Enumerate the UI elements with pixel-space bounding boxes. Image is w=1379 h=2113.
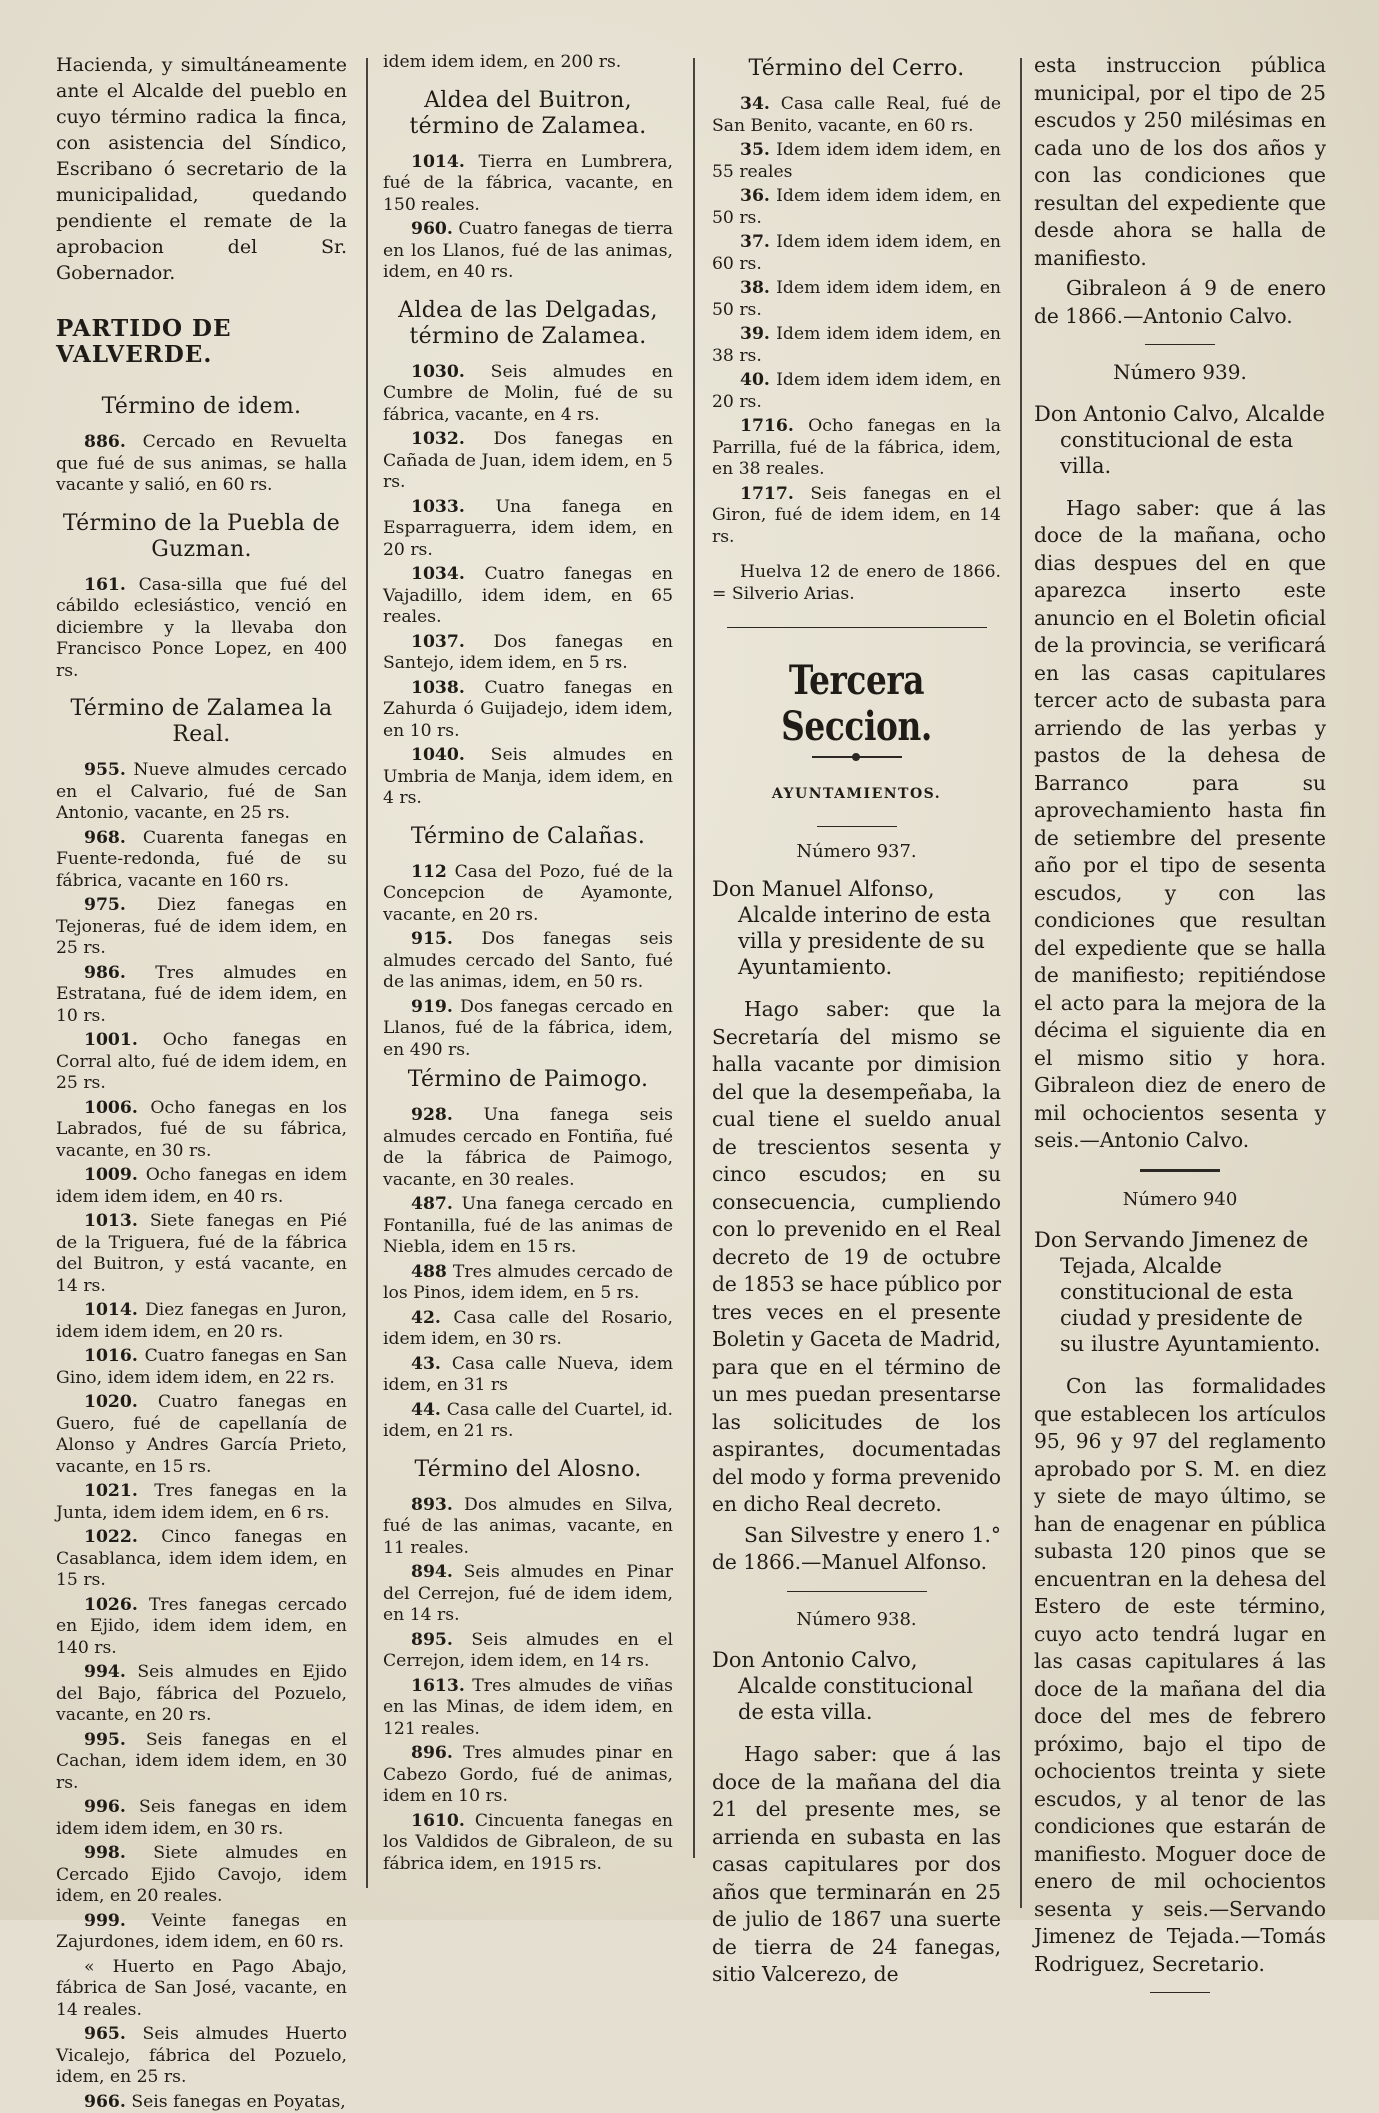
listing-entry: 915. Dos fanegas seis almudes cercado del Santo, fué de las animas, idem, en 50 rs. [383,929,673,994]
listing-entry: 998. Siete almudes en Cercado Ejido Cavojo, idem idem, en 20 reales. [56,1843,347,1908]
entry-number: 915. [411,929,453,949]
section-heading: Término de Zalamea la Real. [56,696,347,748]
listing-entry: 1610. Cincuenta fanegas en los Valdidos de Gibraleon, de su fábrica idem, en 1915 rs. [383,1811,673,1876]
entry-number: 968. [84,828,126,848]
entry-number: 44. [411,1400,441,1420]
listing-entry: 894. Seis almudes en Pinar del Cerrejon, fué de idem idem, en 14 rs. [383,1562,673,1627]
notice-number: Número 938. [712,1606,1001,1634]
column-rule [366,58,368,1888]
entry-number: 1040. [411,745,465,765]
entry-number: 1021. [84,1481,138,1501]
entry-number: 966. [84,2092,126,2112]
listing-entry: 112 Casa del Pozo, fué de la Concepcion de Ayamonte, vacante, en 20 rs. [383,862,673,927]
listing-entry: 886. Cercado en Revuelta que fué de sus animas, se halla vacante y salió, en 60 rs. [56,432,347,497]
column-1 [56,52,347,1897]
listing-entry: 161. Casa-silla que fué del cábildo eclesiástico, venció en diciembre y la llevaba don Francisco Ponce Lopez, en 400 rs. [56,575,347,683]
listing-entry: 35. Idem idem idem idem, en 55 reales [712,140,1001,183]
notice-body: Hago saber: que á las doce de la mañana del dia 21 del presente mes, se arrienda en subasta en las casas capitulares por dos años que terminarán en 25 de julio de 1867 una suerte de tierra de 24 fanegas, sitio Valcerezo, de [712,1741,1001,1989]
notice-body: Con las formalidades que establecen los artículos 95, 96 y 97 del reglamento aprobado por S. M. en diez y siete de mayo último, se han de enagenar en pública subasta 120 pinos que se encuentran en la dehesa del Estero de este término, cuyo acto tendrá lugar en las casas capitulares á las doce de la mañana del dia doce del mes de febrero próximo, bajo el tipo de ochocientos treinta y siete escudos, y al tenor de las condiciones que estarán de manifiesto. Moguer doce de enero de mil ochocientos sesenta y seis.—Servando Jimenez de Tejada.—Tomás Rodriguez, Secretario. [1034,1373,1326,1978]
subsection-heading: AYUNTAMIENTOS. [712,784,1001,806]
section-heading: Aldea de las Delgadas, término de Zalamea. [383,298,673,350]
listing-entry: 896. Tres almudes pinar en Cabezo Gordo, fué de animas, idem en 10 rs. [383,1743,673,1808]
listing-entry: 1038. Cuatro fanegas en Zahurda ó Guijadejo, idem idem, en 10 rs. [383,678,673,743]
partido-heading: PARTIDO DE VALVERDE. [56,316,347,368]
listing-entry: 1717. Seis fanegas en el Giron, fué de idem idem, en 14 rs. [712,484,1001,549]
entry-number: 1032. [411,429,465,449]
separator-rule [817,826,897,827]
listing-entry: 38. Idem idem idem idem, en 50 rs. [712,278,1001,321]
listing-entry: 1034. Cuatro fanegas en Vajadillo, idem idem, en 65 reales. [383,564,673,629]
entry-number: 1034. [411,564,465,584]
notice-official: Don Manuel Alfonso, Alcalde interino de esta villa y presidente de su Ayuntamiento. [712,876,1001,980]
entry-number: 1014. [84,1300,138,1320]
entry-number: 965. [84,2024,126,2044]
entry-number: 919. [411,997,453,1017]
notice-number: Número 937. [712,841,1001,863]
entry-number: 1037. [411,632,465,652]
listing-entry: 965. Seis almudes Huerto Vicalejo, fábrica del Pozuelo, idem, en 25 rs. [56,2024,347,2089]
listing-entry: 1040. Seis almudes en Umbria de Manja, idem idem, en 4 rs. [383,745,673,810]
section-heading: Aldea del Buitron, término de Zalamea. [383,88,673,140]
entry-number: 1717. [740,484,794,504]
entry-number: 1613. [411,1676,465,1696]
entry-number: 35. [740,140,770,160]
entry-number: 1026. [84,1595,138,1615]
listing-entry: 487. Una fanega cercado en Fontanilla, fué de las animas de Niebla, idem en 15 rs. [383,1194,673,1259]
entry-number: 996. [84,1797,126,1817]
entry-number: 1001. [84,1030,138,1050]
listing-entry: 488 Tres almudes cercado de los Pinos, idem idem, en 5 rs. [383,1262,673,1305]
listing-entry: 960. Cuatro fanegas de tierra en los Llanos, fué de las animas, idem, en 40 rs. [383,219,673,284]
column-rule [693,58,695,1858]
listing-entry: 40. Idem idem idem idem, en 20 rs. [712,370,1001,413]
entry-number: 1006. [84,1098,138,1118]
listing-entry: idem idem idem, en 200 rs. [383,52,673,74]
listing-entry: 34. Casa calle Real, fué de San Benito, vacante, en 60 rs. [712,94,1001,137]
notice-official: Don Antonio Calvo, Alcalde constitucional de esta villa. [1034,401,1326,479]
section-heading: Término de la Puebla de Guzman. [56,511,347,563]
entry-number: 1610. [411,1811,465,1831]
separator-rule [1145,344,1215,345]
listing-entry: 1033. Una fanega en Esparraguerra, idem idem, en 20 rs. [383,497,673,562]
entry-number: 488 [411,1262,447,1282]
listing-entry: 42. Casa calle del Rosario, idem idem, en 30 rs. [383,1308,673,1351]
entry-number: 893. [411,1495,453,1515]
entry-number: 886. [84,432,126,452]
listing-entry: 44. Casa calle del Cuartel, id. idem, en 21 rs. [383,1400,673,1443]
entry-number: 40. [740,370,770,390]
section-title: Tercera Seccion. [738,658,975,750]
entry-number: 43. [411,1354,441,1374]
listing-entry: 1016. Cuatro fanegas en San Gino, idem idem idem, en 22 rs. [56,1346,347,1389]
separator-rule [1140,1169,1220,1172]
entry-number: 1716. [740,416,794,436]
entry-number: 994. [84,1662,126,1682]
listing-entry: 928. Una fanega seis almudes cercado en Fontiña, fué de la fábrica de Paimogo, vacante, en 30 reales. [383,1105,673,1191]
listing-entry: 1013. Siete fanegas en Pié de la Triguera, fué de la fábrica del Buitron, y está vacante, en 14 rs. [56,1211,347,1297]
entry-number: 37. [740,232,770,252]
listing-entry: 995. Seis fanegas en el Cachan, idem idem idem, en 30 rs. [56,1730,347,1795]
entry-number: 998. [84,1843,126,1863]
entry-number: 1033. [411,497,465,517]
listing-entry: 43. Casa calle Nueva, idem idem, en 31 rs [383,1354,673,1397]
entry-number: 1022. [84,1527,138,1547]
listing-entry: 975. Diez fanegas en Tejoneras, fué de idem idem, en 25 rs. [56,895,347,960]
entry-number: 161. [84,575,126,595]
listing-entry: 966. Seis fanegas en Poyatas, [56,2092,347,2113]
column-4 [1034,52,1326,1897]
listing-entry: 895. Seis almudes en el Cerrejon, idem idem, en 14 rs. [383,1630,673,1673]
notice-signature: Gibraleon á 9 de enero de 1866.—Antonio Calvo. [1034,275,1326,330]
listing-entry: 1030. Seis almudes en Cumbre de Molin, fué de su fábrica, vacante, en 4 rs. [383,362,673,427]
listing-entry: 919. Dos fanegas cercado en Llanos, fué de la fábrica, idem, en 490 rs. [383,997,673,1062]
entry-number: 986. [84,963,126,983]
entry-number: 1016. [84,1346,138,1366]
listing-entry: 1022. Cinco fanegas en Casablanca, idem idem idem, en 15 rs. [56,1527,347,1592]
entry-number: 1038. [411,678,465,698]
column-rule [1020,58,1022,1908]
notice-number: Número 940 [1034,1186,1326,1214]
entry-number: 487. [411,1194,453,1214]
intro-paragraph: Hacienda, y simultáneamente ante el Alcalde del pueblo en cuyo término radica la finca, con asistencia del Síndico, Escribano ó secretario de la municipalidad, quedando pendiente el remate de la aprobacion del Sr. Gobernador. [56,52,347,286]
entry-number: 1030. [411,362,465,382]
notice-body: Hago saber: que á las doce de la mañana, ocho dias despues del en que aparezca inserto este anuncio en el Boletin oficial de la provincia, se verificará en las casas capitulares tercer acto de subasta para arriendo de las yerbas y pastos de la dehesa de Barranco para su aprovechamiento hasta fin de setiembre del presente año por el tipo de sesenta escudos, y con las condiciones que resultan del expediente que se halla de manifiesto; repitiéndose el acto para la mejora de la décima el siguiente dia en el mismo sitio y hora. Gibraleon diez de enero de mil ochocientos sesenta y seis.—Antonio Calvo. [1034,495,1326,1155]
section-heading: Término del Cerro. [712,56,1001,82]
listing-entry: 1716. Ocho fanegas en la Parrilla, fué de la fábrica, idem, en 38 reales. [712,416,1001,481]
entry-number: 894. [411,1562,453,1582]
separator-rule [727,627,987,628]
separator-rule [787,1591,927,1592]
entry-number: 955. [84,760,126,780]
section-heading: Término del Alosno. [383,1457,673,1483]
entry-number: 928. [411,1105,453,1125]
separator-rule [1150,1992,1210,1993]
entry-number: 1014. [411,152,465,172]
listing-entry: 1613. Tres almudes de viñas en las Minas, de idem idem, en 121 reales. [383,1676,673,1741]
entry-number: 34. [740,94,770,114]
listing-entry: 1032. Dos fanegas en Cañada de Juan, idem idem, en 5 rs. [383,429,673,494]
section-heading: Término de Calañas. [383,824,673,850]
listing-entry: 1014. Diez fanegas en Juron, idem idem idem, en 20 rs. [56,1300,347,1343]
dateline: Huelva 12 de enero de 1866. = Silverio Arias. [712,562,1001,605]
listing-entry: 893. Dos almudes en Silva, fué de las animas, vacante, en 11 reales. [383,1495,673,1560]
listing-entry: 37. Idem idem idem idem, en 60 rs. [712,232,1001,275]
listing-entry: 955. Nueve almudes cercado en el Calvario, fué de San Antonio, vacante, en 25 rs. [56,760,347,825]
entry-number: 39. [740,324,770,344]
listing-entry: 986. Tres almudes en Estratana, fué de idem idem, en 10 rs. [56,963,347,1028]
section-heading: Término de Paimogo. [383,1067,673,1093]
listing-entry: 1006. Ocho fanegas en los Labrados, fué de su fábrica, vacante, en 30 rs. [56,1098,347,1163]
notice-number: Número 939. [1034,359,1326,387]
entry-number: 1009. [84,1165,138,1185]
notice-body: Hago saber: que la Secretaría del mismo se halla vacante por dimision del que la desempeñaba, la cual tiene el sueldo anual de trescientos sesenta y cinco escudos; en su consecuencia, cumpliendo con lo prevenido en el Real decreto de 19 de octubre de 1853 se hace público por tres veces en el presente Boletin y Gaceta de Madrid, para que en el término de un mes puedan presentarse las solicitudes de los aspirantes, documentadas del modo y forma prevenido en dicho Real decreto. [712,996,1001,1519]
listing-entry: 996. Seis fanegas en idem idem idem idem, en 30 rs. [56,1797,347,1840]
notice-body: esta instruccion pública municipal, por el tipo de 25 escudos y 250 milésimas en cada uno de los dos años y con las condiciones que resultan del expediente que desde ahora se halla de manifiesto. [1034,52,1326,272]
entry-number: 1013. [84,1211,138,1231]
listing-entry: 36. Idem idem idem idem, en 50 rs. [712,186,1001,229]
section-heading: Término de idem. [56,394,347,420]
entry-number: 1020. [84,1392,138,1412]
listing-entry: 1009. Ocho fanegas en idem idem idem idem, en 40 rs. [56,1165,347,1208]
listing-entry: 968. Cuarenta fanegas en Fuente-redonda, fué de su fábrica, vacante en 160 rs. [56,828,347,893]
entry-number: 960. [411,219,453,239]
entry-number: 995. [84,1730,126,1750]
listing-entry: 994. Seis almudes en Ejido del Bajo, fábrica del Pozuelo, vacante, en 20 rs. [56,1662,347,1727]
entry-number: 896. [411,1743,453,1763]
notice-signature: San Silvestre y enero 1.° de 1866.—Manuel Alfonso. [712,1522,1001,1577]
listing-entry: 1037. Dos fanegas en Santejo, idem idem, en 5 rs. [383,632,673,675]
entry-number: 36. [740,186,770,206]
entry-number: 42. [411,1308,441,1328]
column-3 [712,52,1001,1897]
entry-number: 999. [84,1911,126,1931]
entry-number: 38. [740,278,770,298]
column-2 [383,52,673,1897]
listing-entry: 1014. Tierra en Lumbrera, fué de la fábrica, vacante, en 150 reales. [383,152,673,217]
listing-entry: « Huerto en Pago Abajo, fábrica de San José, vacante, en 14 reales. [56,1957,347,2022]
entry-number: 112 [411,862,447,882]
listing-entry: 1001. Ocho fanegas en Corral alto, fué de idem idem, en 25 rs. [56,1030,347,1095]
notice-official: Don Antonio Calvo, Alcalde constitucional de esta villa. [712,1647,1001,1725]
listing-entry: 1021. Tres fanegas en la Junta, idem idem idem, en 6 rs. [56,1481,347,1524]
ornament-divider [812,756,902,768]
listing-entry: 999. Veinte fanegas en Zajurdones, idem idem, en 60 rs. [56,1911,347,1954]
listing-entry: 1020. Cuatro fanegas en Guero, fué de capellanía de Alonso y Andres García Prieto, vacante, en 15 rs. [56,1392,347,1478]
entry-number: 975. [84,895,126,915]
listing-entry: 1026. Tres fanegas cercado en Ejido, idem idem idem, en 140 rs. [56,1595,347,1660]
listing-entry: 39. Idem idem idem idem, en 38 rs. [712,324,1001,367]
notice-official: Don Servando Jimenez de Tejada, Alcalde constitucional de esta ciudad y presidente de su ilustre Ayuntamiento. [1034,1227,1326,1357]
entry-number: 895. [411,1630,453,1650]
